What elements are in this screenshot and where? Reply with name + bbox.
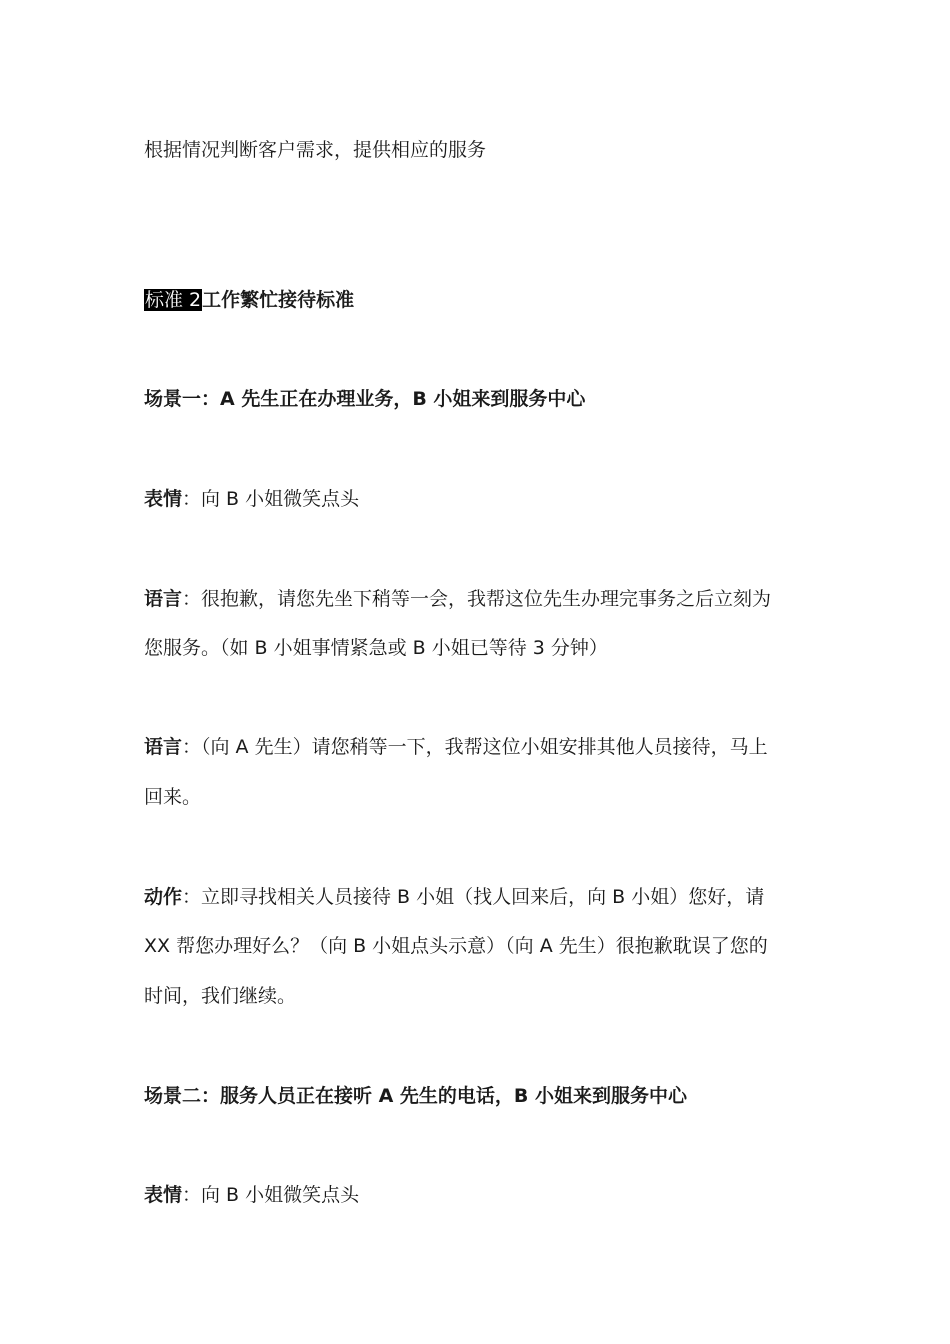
scene2-heading-text: 场景二：服务人员正在接听 A 先生的电话，B 小姐来到服务中心 <box>144 1085 688 1107</box>
scene1-action-line1 <box>144 884 814 910</box>
scene2-expression-label: 表情 <box>144 1184 183 1206</box>
scene1-language2-line1 <box>144 734 814 760</box>
intro-text: 根据情况判断客户需求，提供相应的服务 <box>144 139 487 161</box>
scene1-action-line2 <box>144 933 814 959</box>
scene1-expression-text: ：向 B 小姐微笑点头 <box>182 488 360 510</box>
scene1-language1-text1: ：很抱歉，请您先坐下稍等一会，我帮这位先生办理完事务之后立刻为 <box>182 588 772 610</box>
scene1-language2-text2: 回来。 <box>144 786 202 808</box>
section-title-text: 工作繁忙接待标准 <box>202 289 355 311</box>
scene2-heading <box>144 1083 814 1109</box>
section-title-highlight: 标准 2 <box>145 289 202 311</box>
scene1-heading <box>144 386 814 412</box>
scene1-language1-line2 <box>144 635 814 661</box>
intro-paragraph <box>144 137 814 163</box>
scene1-expression-label: 表情 <box>144 488 183 510</box>
scene1-language2-line2 <box>144 784 814 810</box>
scene2-expression <box>144 1182 814 1208</box>
scene1-action-text1: ：立即寻找相关人员接待 B 小姐（找人回来后，向 B 小姐）您好，请 <box>182 886 765 908</box>
scene1-language1-text2: 您服务。（如 B 小姐事情紧急或 B 小姐已等待 3 分钟） <box>144 637 608 659</box>
scene1-language1-line1 <box>144 586 814 612</box>
scene1-language2-text1: ：（向 A 先生）请您稍等一下，我帮这位小姐安排其他人员接待，马上 <box>182 736 768 758</box>
scene1-expression <box>144 486 814 512</box>
scene1-action-line3 <box>144 983 814 1009</box>
scene2-expression-text: ：向 B 小姐微笑点头 <box>182 1184 360 1206</box>
scene1-action-text3: 时间，我们继续。 <box>144 985 297 1007</box>
scene1-language1-label: 语言 <box>144 588 183 610</box>
section-title <box>144 287 814 313</box>
scene1-heading-text: 场景一：A 先生正在办理业务，B 小姐来到服务中心 <box>144 388 586 410</box>
scene1-action-label: 动作 <box>144 886 183 908</box>
scene1-language2-label: 语言 <box>144 736 183 758</box>
scene1-action-text2: XX 帮您办理好么？（向 B 小姐点头示意）（向 A 先生）很抱歉耽误了您的 <box>144 935 768 957</box>
